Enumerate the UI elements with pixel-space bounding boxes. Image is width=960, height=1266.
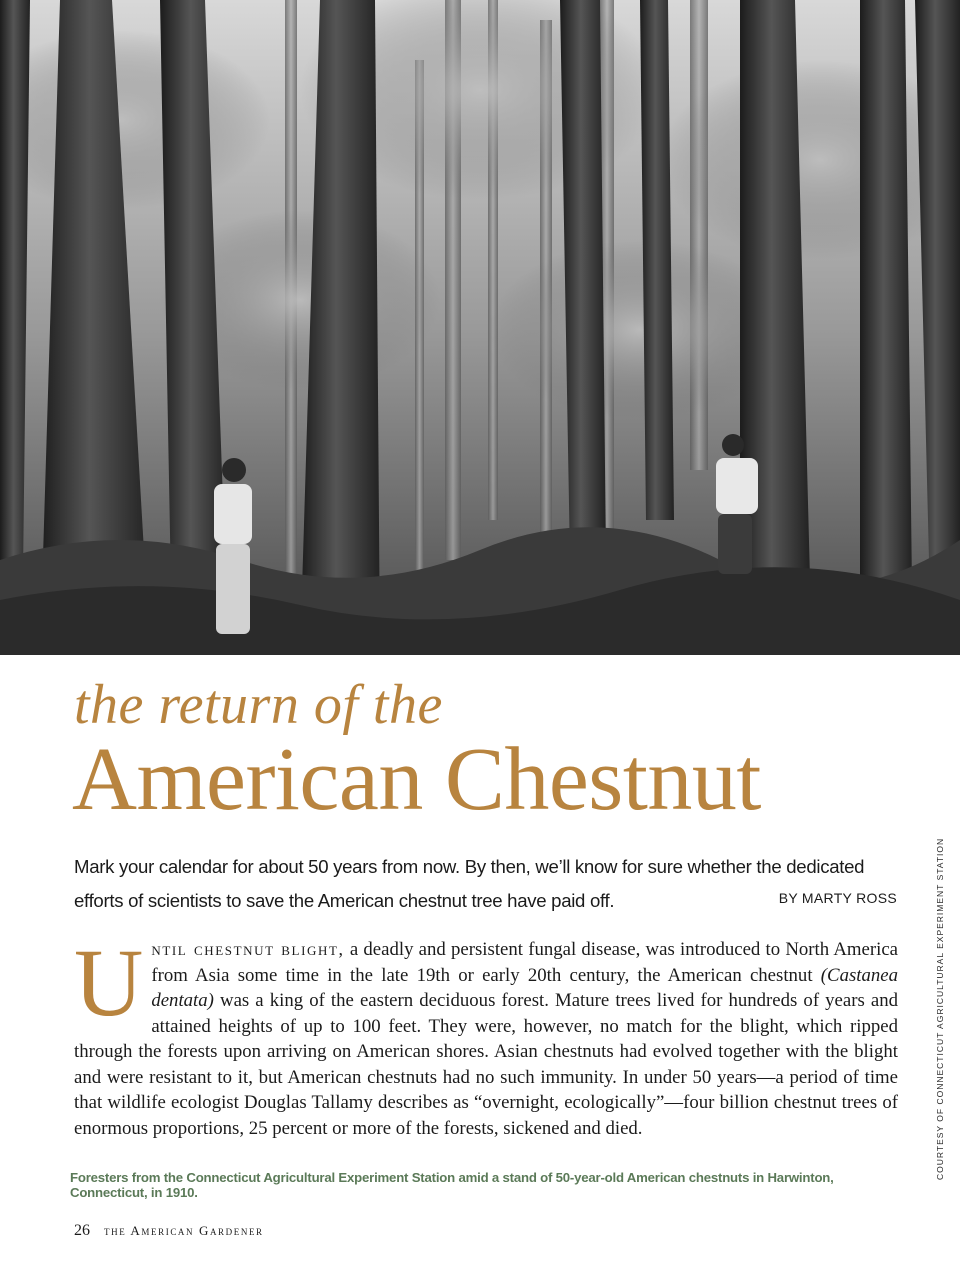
page-number: 26 <box>74 1222 90 1239</box>
forester-left <box>214 458 252 634</box>
lead-in: ntil chestnut blight, <box>151 939 345 959</box>
drop-cap: U <box>74 929 144 1036</box>
article-body <box>74 929 898 1141</box>
body-text-part-1: a deadly and persistent fungal disease, was introduced to North America from Asia some time in the late 19th or early 20th century, the American chestnut <box>151 939 898 986</box>
body-text-part-2: was a king of the eastern deciduous forest. Mature trees lived for hundreds of years and attained heights of up to 100 feet. They were, however, no match for the blight, which ripped through the forests upon arriving on American shores. Asian chestnuts had evolved together with the blight and were resistant to it, but American chestnuts had no such immunity. In under 50 years—a period of time that wildlife ecologist Douglas Tallamy describes as “overnight, ecologically”—four billion chestnut trees of enormous proportions, 25 percent or more of the forests, sickened and died. <box>74 990 898 1139</box>
photo-credit: COURTESY OF CONNECTICUT AGRICULTURAL EXPERIMENT STATION <box>935 837 945 1180</box>
headline-title: American Chestnut <box>72 730 761 829</box>
page-footer <box>74 1222 264 1240</box>
headline-kicker: the return of the <box>74 674 443 736</box>
byline: BY MARTY ROSS <box>778 890 897 906</box>
species-name: (Castanea dentata) <box>151 964 898 1011</box>
magazine-name: the American Gardener <box>104 1223 264 1238</box>
photo-caption: Foresters from the Connecticut Agricultural Experiment Station amid a stand of 50-year-old American chestnuts in Harwinton, Connecticut, in 1910. <box>70 1170 834 1200</box>
article-deck: Mark your calendar for about 50 years from now. By then, we’ll know for sure whether the dedicated efforts of scientists to save the American chestnut tree have paid off. <box>74 856 865 911</box>
